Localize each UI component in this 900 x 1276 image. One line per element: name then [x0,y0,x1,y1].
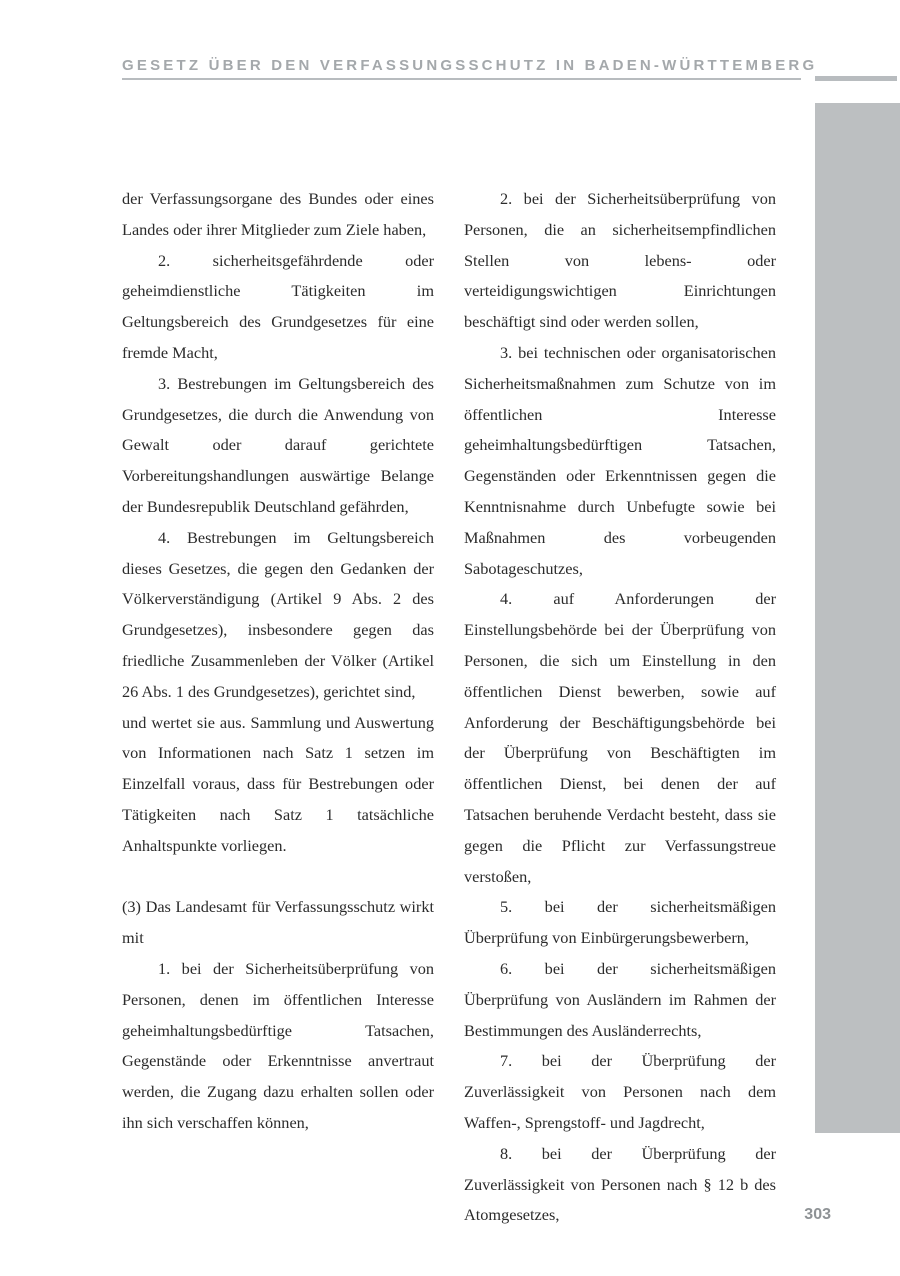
list-item-3: 3. Bestrebungen im Geltungsbereich des Grundgesetzes, die durch die Anwendung von Gewalt oder darauf gerichtete Vorbereitungshandlungen auswärtige Belange der Bundesrepublik Deutschland gefährden, [122,373,434,516]
header-rule-tab [815,76,897,81]
header-rule [122,78,801,80]
list-item-3: 3. bei technischen oder organisatorischen Sicherheitsmaßnahmen zum Schutze von im öffentlichen Interesse geheimhaltungsbedürftigen Tatsachen, Gegenständen oder Erkenntnissen gegen die Kenntnisnahme durch Unbefugte sowie bei Maßnahmen des vorbeugenden Sabotageschutzes, [464,342,776,578]
paragraph-evaluation: und wertet sie aus. Sammlung und Auswertung von Informationen nach Satz 1 setzen im Einzelfall voraus, dass für Bestrebungen oder Tätigkeiten nach Satz 1 tatsächliche Anhaltspunkte vorliegen. [122,712,434,855]
side-thumb-bar [815,103,900,1133]
left-column [122,184,434,1139]
list-item-8: 8. bei der Überprüfung der Zuverlässigkeit von Personen nach § 12 b des Atomgesetzes, [464,1143,776,1225]
list-item-5: 5. bei der sicherheitsmäßigen Überprüfung von Einbürgerungsbewerbern, [464,897,776,948]
section-3-heading: (3) Das Landesamt für Verfassungsschutz wirkt mit [122,897,434,948]
running-title: GESETZ ÜBER DEN VERFASSUNGSSCHUTZ IN BADEN-WÜRTTEMBERG [122,57,818,74]
list-item-1: 1. bei der Sicherheitsüberprüfung von Personen, denen im öffentlichen Interesse geheimhaltungsbedürftige Tatsachen, Gegenstände oder Erkenntnisse anvertraut werden, die Zugang dazu erhalten sollen oder ihn sich verschaffen können, [122,958,434,1132]
list-item-4: 4. auf Anforderungen der Einstellungsbehörde bei der Überprüfung von Personen, die sich um Einstellung in den öffentlichen Dienst bewerben, sowie auf Anforderung der Beschäftigungsbehörde bei der Überprüfung von Beschäftigten im öffentlichen Dienst, bei denen der auf Tatsachen beruhende Verdacht besteht, dass sie gegen die Pflicht zur Verfassungstreue verstoßen, [464,589,776,886]
page-number: 303 [804,1206,831,1223]
paragraph-continuation: der Verfassungsorgane des Bundes oder eines Landes oder ihrer Mitglieder zum Ziele haben, [122,189,434,239]
list-item-2: 2. bei der Sicherheitsüberprüfung von Personen, die an sicherheitsempfindlichen Stellen von lebens- oder verteidigungswichtigen Einrichtungen beschäftigt sind oder werden sollen, [464,189,776,332]
right-column [464,184,776,1231]
list-item-4: 4. Bestrebungen im Geltungsbereich dieses Gesetzes, die gegen den Gedanken der Völkerverständigung (Artikel 9 Abs. 2 des Grundgesetzes), insbesondere gegen das friedliche Zusammenleben der Völker (Artikel 26 Abs. 1 des Grundgesetzes), gerichtet sind, [122,527,434,701]
list-item-7: 7. bei der Überprüfung der Zuverlässigkeit von Personen nach dem Waffen-, Sprengstoff- und Jagdrecht, [464,1051,776,1132]
list-item-2: 2. sicherheitsgefährdende oder geheimdienstliche Tätigkeiten im Geltungsbereich des Grundgesetzes für eine fremde Macht, [122,250,434,362]
list-item-6: 6. bei der sicherheitsmäßigen Überprüfung von Ausländern im Rahmen der Bestimmungen des Ausländerrechts, [464,958,776,1040]
